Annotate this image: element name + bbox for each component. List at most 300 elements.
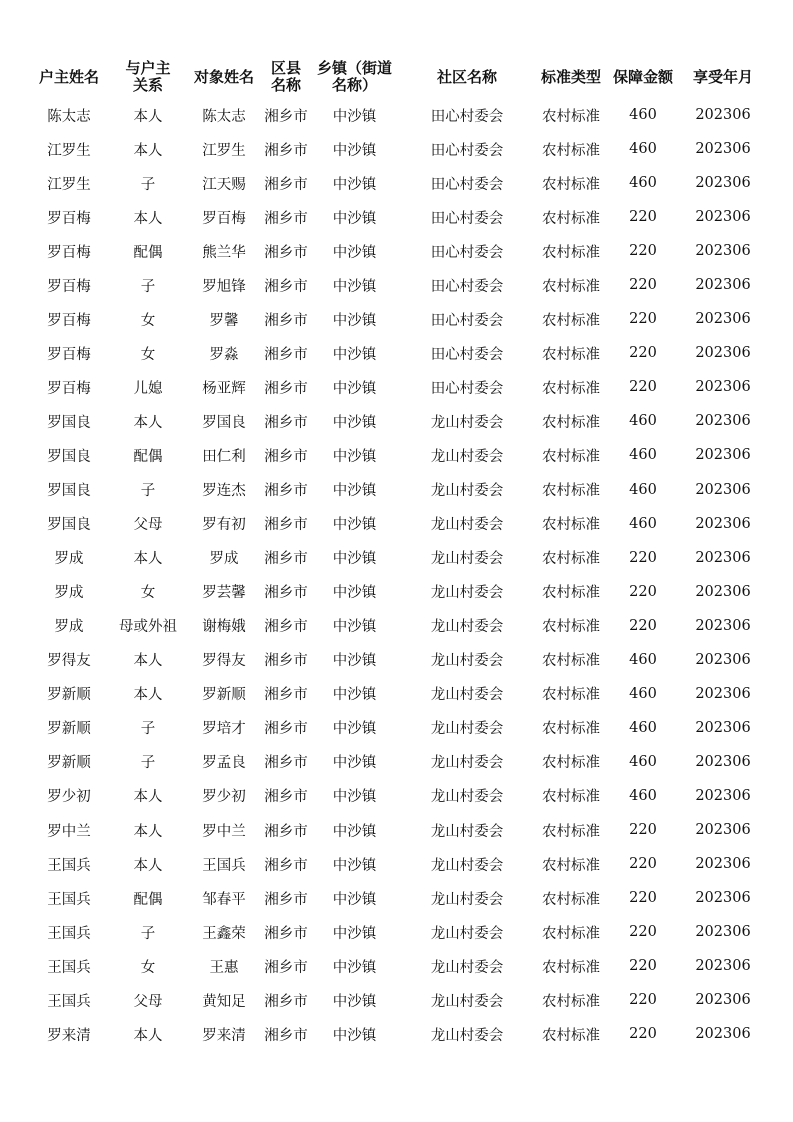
cell-community: 田心村委会: [430, 244, 504, 261]
cell-householder-name: 罗国良: [47, 448, 91, 465]
cell-relation: 母或外祖: [119, 619, 177, 636]
cell-amount: 220: [629, 992, 657, 1009]
cell-county: 湘乡市: [264, 1027, 308, 1044]
table-row: [30, 302, 765, 336]
cell-period: 202306: [695, 992, 751, 1009]
cell-householder-name: 罗百梅: [47, 346, 91, 363]
cell-householder-name: 罗百梅: [47, 210, 91, 227]
cell-period: 202306: [695, 651, 751, 668]
cell-township: 中沙镇: [332, 959, 377, 976]
cell-amount: 220: [629, 924, 657, 941]
header-county-line2: 名称: [270, 76, 301, 94]
cell-householder-name: 王国兵: [47, 993, 91, 1010]
cell-period: 202306: [695, 379, 751, 396]
cell-township: 中沙镇: [332, 108, 377, 125]
cell-relation: 子: [140, 755, 156, 772]
cell-amount: 220: [629, 617, 657, 634]
cell-subject-name: 罗国良: [202, 414, 246, 431]
header-subject-name: 对象姓名: [193, 67, 254, 86]
cell-standard-type: 农村标准: [542, 346, 600, 363]
cell-standard-type: 农村标准: [542, 653, 600, 670]
table-row: [30, 1017, 765, 1051]
table-row: [30, 336, 765, 370]
cell-county: 湘乡市: [264, 176, 308, 193]
cell-relation: 儿媳: [133, 380, 163, 397]
cell-subject-name: 陈太志: [202, 108, 246, 125]
cell-householder-name: 罗少初: [47, 789, 91, 806]
relief-roster-table: [30, 56, 765, 1051]
cell-standard-type: 农村标准: [542, 891, 600, 908]
cell-county: 湘乡市: [264, 142, 308, 159]
cell-subject-name: 罗芸馨: [202, 585, 246, 602]
cell-householder-name: 罗中兰: [47, 823, 91, 840]
cell-county: 湘乡市: [264, 959, 308, 976]
table-row: [30, 132, 765, 166]
cell-township: 中沙镇: [332, 176, 377, 193]
cell-householder-name: 罗新顺: [47, 687, 91, 704]
table-row: [30, 881, 765, 915]
cell-community: 龙山村委会: [430, 653, 504, 670]
cell-subject-name: 熊兰华: [202, 244, 246, 261]
cell-community: 田心村委会: [430, 346, 504, 363]
table-row: [30, 575, 765, 609]
cell-relation: 配偶: [133, 244, 163, 261]
cell-relation: 女: [140, 312, 156, 329]
cell-subject-name: 江天赐: [202, 176, 246, 193]
table-row: [30, 609, 765, 643]
cell-township: 中沙镇: [332, 517, 377, 534]
cell-county: 湘乡市: [264, 448, 308, 465]
cell-county: 湘乡市: [264, 517, 308, 534]
header-county-line1: 区县: [270, 59, 301, 77]
cell-relation: 本人: [133, 142, 163, 159]
cell-community: 田心村委会: [430, 142, 504, 159]
relief-roster-sheet: [30, 56, 765, 1051]
cell-standard-type: 农村标准: [542, 142, 600, 159]
cell-amount: 220: [629, 379, 657, 396]
cell-period: 202306: [695, 175, 751, 192]
cell-standard-type: 农村标准: [542, 789, 600, 806]
cell-period: 202306: [695, 753, 751, 770]
cell-subject-name: 杨亚辉: [202, 380, 246, 397]
cell-amount: 220: [629, 243, 657, 260]
cell-township: 中沙镇: [332, 380, 377, 397]
cell-period: 202306: [695, 515, 751, 532]
cell-community: 龙山村委会: [430, 448, 504, 465]
cell-township: 中沙镇: [332, 755, 377, 772]
table-row: [30, 166, 765, 200]
cell-standard-type: 农村标准: [542, 619, 600, 636]
cell-township: 中沙镇: [332, 551, 377, 568]
cell-community: 龙山村委会: [430, 789, 504, 806]
cell-amount: 220: [629, 890, 657, 907]
cell-period: 202306: [695, 822, 751, 838]
cell-period: 202306: [695, 311, 751, 328]
cell-standard-type: 农村标准: [542, 755, 600, 772]
cell-householder-name: 罗新顺: [47, 755, 91, 772]
cell-amount: 220: [629, 209, 657, 226]
cell-amount: 460: [629, 515, 657, 532]
cell-township: 中沙镇: [332, 721, 377, 738]
cell-county: 湘乡市: [264, 857, 308, 874]
cell-subject-name: 江罗生: [202, 142, 246, 159]
cell-standard-type: 农村标准: [542, 721, 600, 738]
cell-subject-name: 邹春平: [202, 891, 246, 908]
cell-standard-type: 农村标准: [542, 585, 600, 602]
cell-amount: 220: [629, 345, 657, 362]
cell-community: 田心村委会: [430, 380, 504, 397]
cell-period: 202306: [695, 1026, 751, 1043]
cell-period: 202306: [695, 141, 751, 158]
cell-relation: 父母: [133, 517, 163, 534]
cell-relation: 女: [140, 346, 156, 363]
cell-relation: 本人: [133, 551, 163, 568]
cell-standard-type: 农村标准: [542, 108, 600, 125]
cell-amount: 460: [629, 651, 657, 668]
cell-relation: 子: [140, 721, 156, 738]
cell-township: 中沙镇: [332, 993, 377, 1010]
cell-householder-name: 罗来清: [47, 1027, 91, 1044]
cell-householder-name: 罗百梅: [47, 278, 91, 295]
cell-township: 中沙镇: [332, 142, 377, 159]
cell-subject-name: 谢梅娥: [202, 619, 246, 636]
cell-subject-name: 罗少初: [202, 789, 246, 806]
cell-subject-name: 罗孟良: [202, 755, 246, 772]
table-row: [30, 643, 765, 677]
cell-period: 202306: [695, 958, 751, 975]
cell-county: 湘乡市: [264, 414, 308, 431]
cell-community: 龙山村委会: [430, 1027, 504, 1044]
cell-householder-name: 王国兵: [47, 959, 91, 976]
cell-subject-name: 罗百梅: [202, 210, 246, 227]
table-row: [30, 847, 765, 881]
cell-amount: 460: [629, 481, 657, 498]
cell-county: 湘乡市: [264, 755, 308, 772]
cell-county: 湘乡市: [264, 925, 308, 942]
cell-community: 龙山村委会: [430, 857, 504, 874]
cell-community: 龙山村委会: [430, 517, 504, 534]
cell-township: 中沙镇: [332, 278, 377, 295]
table-row: [30, 983, 765, 1017]
cell-householder-name: 罗成: [54, 585, 84, 602]
cell-community: 龙山村委会: [430, 585, 504, 602]
cell-standard-type: 农村标准: [542, 1027, 600, 1044]
cell-township: 中沙镇: [332, 789, 377, 806]
cell-community: 龙山村委会: [430, 619, 504, 636]
cell-relation: 子: [140, 176, 156, 193]
cell-standard-type: 农村标准: [542, 993, 600, 1010]
cell-community: 龙山村委会: [430, 891, 504, 908]
cell-community: 龙山村委会: [430, 721, 504, 738]
header-relation: [108, 56, 188, 98]
cell-standard-type: 农村标准: [542, 687, 600, 704]
cell-county: 湘乡市: [264, 823, 308, 840]
cell-period: 202306: [695, 685, 751, 702]
cell-relation: 本人: [133, 687, 163, 704]
cell-subject-name: 王鑫荣: [202, 925, 246, 942]
cell-householder-name: 罗国良: [47, 414, 91, 431]
cell-standard-type: 农村标准: [542, 380, 600, 397]
cell-period: 202306: [695, 447, 751, 464]
header-township-line1: 乡镇（街道: [316, 59, 392, 77]
header-row: [30, 56, 765, 98]
cell-subject-name: 田仁利: [202, 448, 246, 465]
cell-county: 湘乡市: [264, 210, 308, 227]
cell-period: 202306: [695, 924, 751, 941]
cell-period: 202306: [695, 787, 751, 804]
cell-amount: 220: [629, 549, 657, 566]
cell-community: 龙山村委会: [430, 687, 504, 704]
cell-township: 中沙镇: [332, 891, 377, 908]
cell-amount: 220: [629, 958, 657, 975]
cell-standard-type: 农村标准: [542, 210, 600, 227]
cell-standard-type: 农村标准: [542, 517, 600, 534]
table-row: [30, 268, 765, 302]
cell-county: 湘乡市: [264, 278, 308, 295]
cell-amount: 220: [629, 1026, 657, 1043]
cell-householder-name: 罗百梅: [47, 380, 91, 397]
cell-period: 202306: [695, 583, 751, 600]
cell-subject-name: 罗来清: [202, 1027, 246, 1044]
cell-township: 中沙镇: [332, 687, 377, 704]
cell-relation: 女: [140, 585, 156, 602]
cell-amount: 460: [629, 787, 657, 804]
cell-subject-name: 罗连杰: [202, 483, 246, 500]
cell-period: 202306: [695, 243, 751, 260]
cell-community: 田心村委会: [430, 176, 504, 193]
cell-amount: 460: [629, 447, 657, 464]
cell-relation: 父母: [133, 993, 163, 1010]
cell-community: 龙山村委会: [430, 414, 504, 431]
cell-period: 202306: [695, 481, 751, 498]
cell-standard-type: 农村标准: [542, 823, 600, 840]
cell-subject-name: 黄知足: [202, 993, 246, 1010]
cell-county: 湘乡市: [264, 891, 308, 908]
cell-amount: 460: [629, 107, 657, 124]
cell-county: 湘乡市: [264, 108, 308, 125]
cell-period: 202306: [695, 617, 751, 634]
cell-standard-type: 农村标准: [542, 483, 600, 500]
cell-relation: 本人: [133, 1027, 163, 1044]
cell-relation: 本人: [133, 857, 163, 874]
cell-period: 202306: [695, 719, 751, 736]
cell-township: 中沙镇: [332, 414, 377, 431]
table-row: [30, 473, 765, 507]
cell-subject-name: 王惠: [209, 959, 239, 976]
cell-relation: 本人: [133, 789, 163, 806]
cell-community: 田心村委会: [430, 108, 504, 125]
cell-subject-name: 罗中兰: [202, 823, 246, 840]
cell-amount: 220: [629, 277, 657, 294]
cell-community: 田心村委会: [430, 210, 504, 227]
cell-standard-type: 农村标准: [542, 925, 600, 942]
table-row: [30, 234, 765, 268]
header-township: [312, 56, 397, 98]
cell-county: 湘乡市: [264, 687, 308, 704]
cell-subject-name: 罗有初: [202, 517, 246, 534]
table-row: [30, 541, 765, 575]
cell-county: 湘乡市: [264, 619, 308, 636]
table-row: [30, 370, 765, 404]
table-row: [30, 949, 765, 983]
header-amount: 保障金额: [612, 67, 673, 86]
cell-township: 中沙镇: [332, 346, 377, 363]
cell-relation: 本人: [133, 653, 163, 670]
header-community: 社区名称: [436, 67, 497, 86]
table-row: [30, 98, 765, 132]
header-standard-type: 标准类型: [540, 67, 601, 86]
cell-relation: 配偶: [133, 891, 163, 908]
table-row: [30, 438, 765, 472]
cell-period: 202306: [695, 107, 751, 124]
cell-subject-name: 罗馨: [209, 312, 239, 329]
cell-standard-type: 农村标准: [542, 244, 600, 261]
cell-subject-name: 王国兵: [202, 857, 246, 874]
cell-community: 田心村委会: [430, 312, 504, 329]
cell-community: 龙山村委会: [430, 551, 504, 568]
cell-amount: 460: [629, 753, 657, 770]
cell-householder-name: 陈太志: [47, 108, 91, 125]
cell-subject-name: 罗淼: [209, 346, 239, 363]
header-householder-name: 户主姓名: [38, 67, 99, 86]
cell-period: 202306: [695, 345, 751, 362]
cell-standard-type: 农村标准: [542, 176, 600, 193]
cell-relation: 本人: [133, 823, 163, 840]
cell-standard-type: 农村标准: [542, 278, 600, 295]
cell-standard-type: 农村标准: [542, 857, 600, 874]
cell-township: 中沙镇: [332, 925, 377, 942]
table-body: [30, 98, 765, 1051]
cell-amount: 220: [629, 822, 657, 838]
cell-community: 龙山村委会: [430, 925, 504, 942]
table-row: [30, 711, 765, 745]
cell-householder-name: 王国兵: [47, 891, 91, 908]
table-row: [30, 915, 765, 949]
cell-community: 田心村委会: [430, 278, 504, 295]
cell-householder-name: 罗新顺: [47, 721, 91, 738]
cell-township: 中沙镇: [332, 619, 377, 636]
header-township-line2: 名称）: [331, 76, 377, 94]
cell-standard-type: 农村标准: [542, 414, 600, 431]
cell-county: 湘乡市: [264, 789, 308, 806]
cell-county: 湘乡市: [264, 312, 308, 329]
cell-relation: 本人: [133, 414, 163, 431]
cell-subject-name: 罗培才: [202, 721, 246, 738]
cell-community: 龙山村委会: [430, 993, 504, 1010]
cell-relation: 本人: [133, 108, 163, 125]
cell-subject-name: 罗得友: [202, 653, 246, 670]
cell-householder-name: 罗得友: [47, 653, 91, 670]
cell-community: 龙山村委会: [430, 959, 504, 976]
cell-householder-name: 罗成: [54, 619, 84, 636]
cell-community: 龙山村委会: [430, 823, 504, 840]
cell-amount: 220: [629, 311, 657, 328]
header-county: [260, 56, 312, 98]
cell-period: 202306: [695, 890, 751, 907]
table-row: [30, 813, 765, 847]
cell-relation: 子: [140, 483, 156, 500]
cell-period: 202306: [695, 209, 751, 226]
cell-county: 湘乡市: [264, 585, 308, 602]
cell-householder-name: 罗国良: [47, 483, 91, 500]
cell-relation: 本人: [133, 210, 163, 227]
cell-township: 中沙镇: [332, 653, 377, 670]
cell-relation: 子: [140, 925, 156, 942]
cell-subject-name: 罗新顺: [202, 687, 246, 704]
header-period: 享受年月: [692, 67, 753, 86]
cell-community: 龙山村委会: [430, 483, 504, 500]
cell-householder-name: 王国兵: [47, 857, 91, 874]
cell-township: 中沙镇: [332, 1027, 377, 1044]
cell-amount: 220: [629, 583, 657, 600]
cell-county: 湘乡市: [264, 551, 308, 568]
cell-county: 湘乡市: [264, 653, 308, 670]
cell-standard-type: 农村标准: [542, 312, 600, 329]
cell-amount: 220: [629, 856, 657, 873]
cell-standard-type: 农村标准: [542, 551, 600, 568]
cell-township: 中沙镇: [332, 244, 377, 261]
cell-householder-name: 罗百梅: [47, 244, 91, 261]
cell-township: 中沙镇: [332, 312, 377, 329]
cell-standard-type: 农村标准: [542, 959, 600, 976]
cell-county: 湘乡市: [264, 346, 308, 363]
cell-householder-name: 罗国良: [47, 517, 91, 534]
cell-county: 湘乡市: [264, 993, 308, 1010]
cell-township: 中沙镇: [332, 585, 377, 602]
cell-relation: 配偶: [133, 448, 163, 465]
cell-township: 中沙镇: [332, 483, 377, 500]
table-row: [30, 507, 765, 541]
cell-amount: 460: [629, 719, 657, 736]
table-row: [30, 677, 765, 711]
cell-period: 202306: [695, 277, 751, 294]
cell-community: 龙山村委会: [430, 755, 504, 772]
cell-householder-name: 江罗生: [47, 142, 91, 159]
cell-householder-name: 王国兵: [47, 925, 91, 942]
cell-period: 202306: [695, 856, 751, 873]
table-row: [30, 779, 765, 813]
cell-householder-name: 罗百梅: [47, 312, 91, 329]
cell-householder-name: 罗成: [54, 551, 84, 568]
cell-subject-name: 罗成: [209, 551, 239, 568]
cell-relation: 子: [140, 278, 156, 295]
cell-amount: 460: [629, 413, 657, 430]
cell-township: 中沙镇: [332, 857, 377, 874]
cell-period: 202306: [695, 549, 751, 566]
cell-amount: 460: [629, 141, 657, 158]
table-row: [30, 404, 765, 438]
cell-amount: 460: [629, 175, 657, 192]
cell-township: 中沙镇: [332, 448, 377, 465]
cell-township: 中沙镇: [332, 823, 377, 840]
cell-subject-name: 罗旭锋: [202, 278, 246, 295]
cell-county: 湘乡市: [264, 483, 308, 500]
table-row: [30, 745, 765, 779]
cell-period: 202306: [695, 413, 751, 430]
header-relation-line2: 关系: [132, 76, 163, 94]
cell-county: 湘乡市: [264, 244, 308, 261]
cell-township: 中沙镇: [332, 210, 377, 227]
cell-householder-name: 江罗生: [47, 176, 91, 193]
table-header: [30, 56, 765, 98]
cell-relation: 女: [140, 959, 156, 976]
cell-county: 湘乡市: [264, 721, 308, 738]
table-row: [30, 200, 765, 234]
cell-amount: 460: [629, 685, 657, 702]
cell-standard-type: 农村标准: [542, 448, 600, 465]
header-relation-line1: 与户主: [125, 59, 171, 77]
cell-county: 湘乡市: [264, 380, 308, 397]
